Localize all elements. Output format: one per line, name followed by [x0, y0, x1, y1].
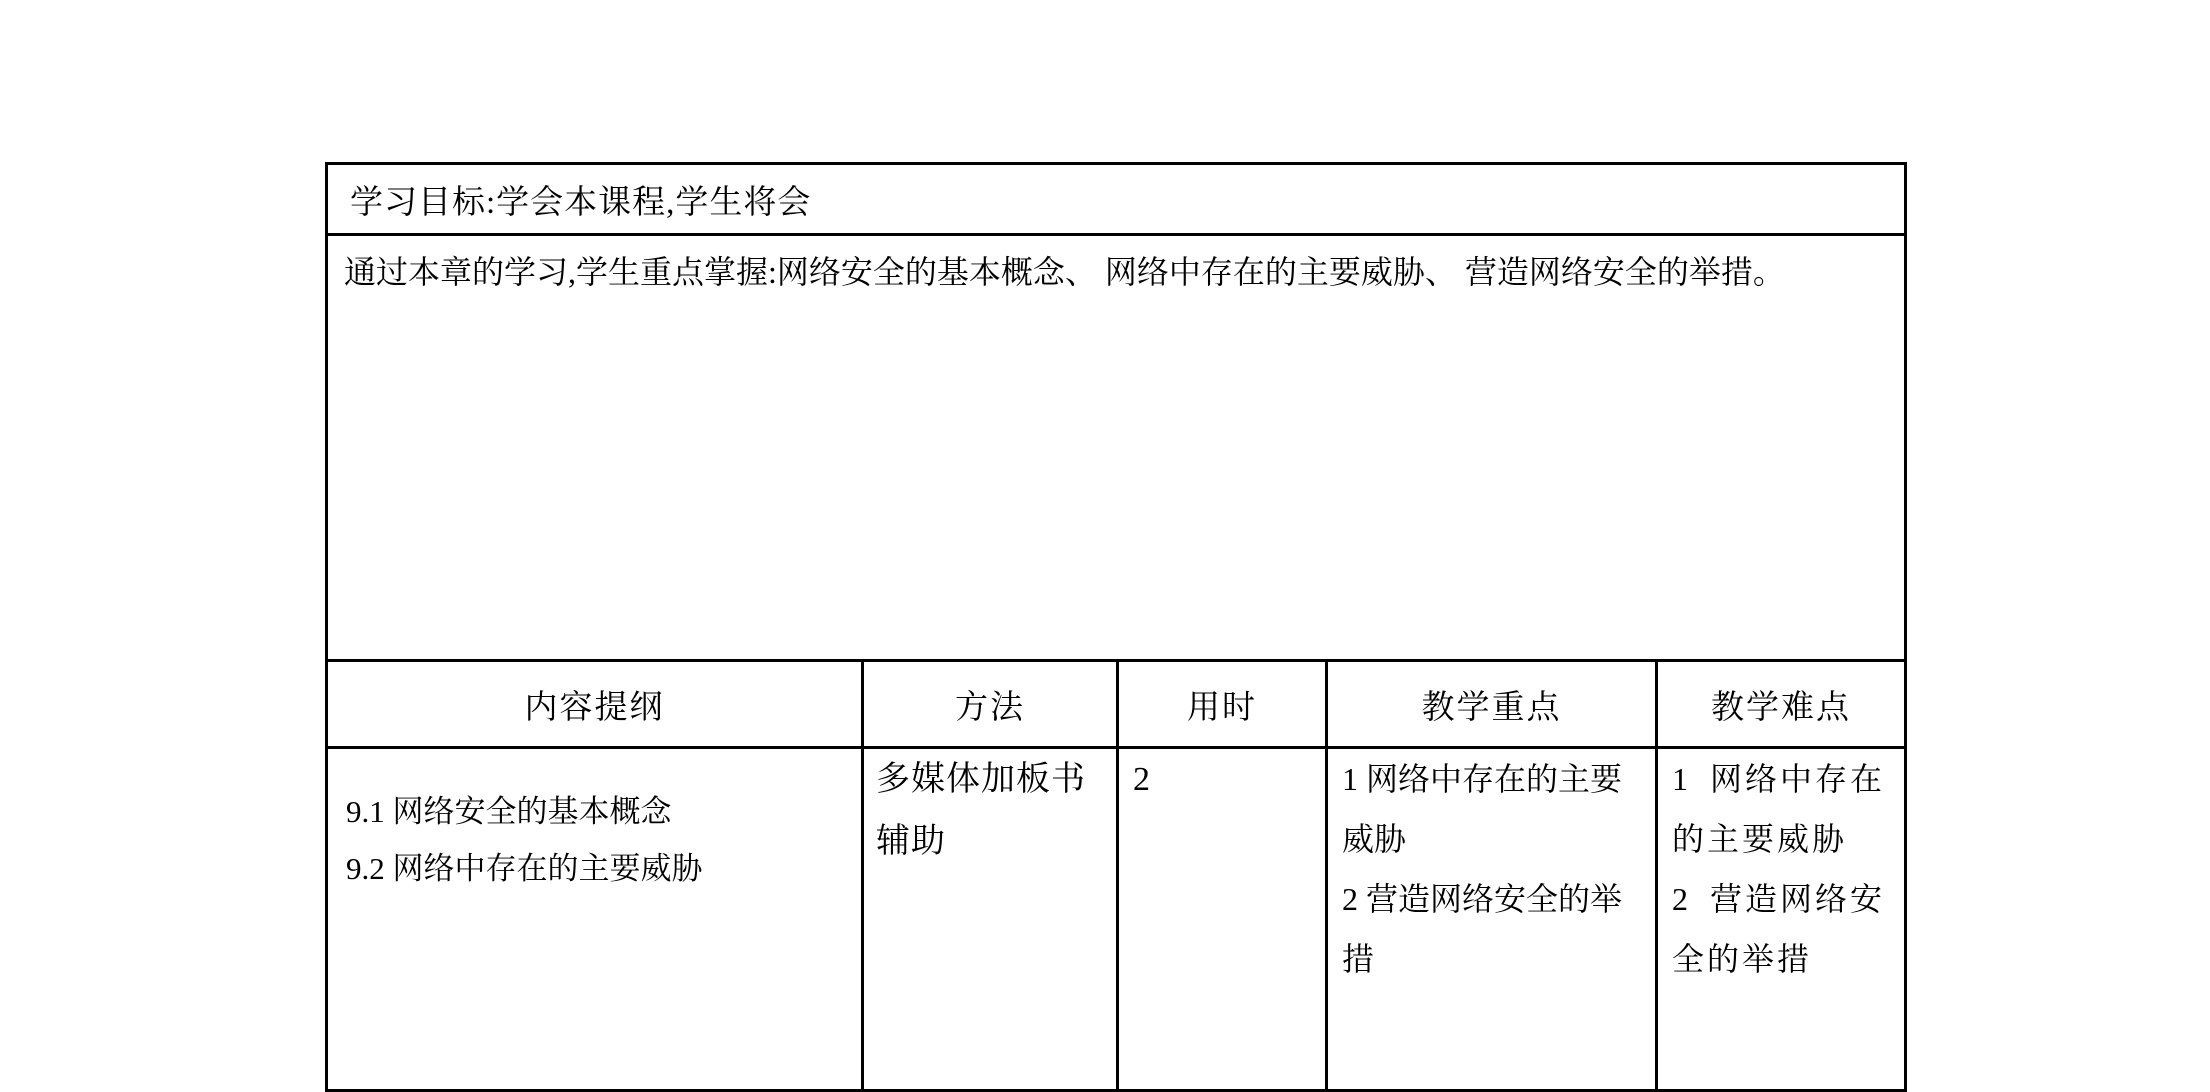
header-method: [864, 662, 1119, 746]
cell-key-points: [1328, 749, 1658, 1089]
cell-hours: [1119, 749, 1328, 1089]
header-difficulties-label: 教学难点: [1711, 689, 1851, 726]
difficulty-item: 1 网络中存在的主要威胁: [1672, 761, 1886, 857]
header-key-points: [1328, 662, 1658, 746]
header-difficulties: [1658, 662, 1904, 746]
outline-item: 9.2 网络中存在的主要威胁: [346, 851, 703, 886]
cell-method: [864, 749, 1119, 1089]
learning-objective-row: [328, 165, 1904, 236]
header-hours: [1119, 662, 1328, 746]
key-point-item: 2 营造网络安全的举措: [1342, 881, 1623, 977]
header-content-outline-label: 内容提纲: [524, 689, 665, 726]
difficulty-item: 2 营造网络安全的举措: [1672, 881, 1886, 977]
chapter-description-text: 通过本章的学习,学生重点掌握:网络安全的基本概念、 网络中存在的主要威胁、 营造网络安全的举措。: [344, 254, 1785, 290]
table-data-row: [328, 749, 1904, 1089]
table-header-row: [328, 662, 1904, 749]
header-content-outline: [328, 662, 864, 746]
outline-item: 9.1 网络安全的基本概念: [346, 794, 672, 829]
lesson-plan-table: [325, 162, 1907, 1092]
method-text: 多媒体加板书辅助: [876, 761, 1086, 860]
header-key-points-label: 教学重点: [1421, 689, 1562, 726]
chapter-description-row: [328, 236, 1904, 662]
cell-content-outline: [328, 749, 864, 1089]
key-point-item: 1 网络中存在的主要威胁: [1342, 761, 1623, 857]
header-hours-label: 用时: [1187, 689, 1257, 726]
cell-difficulties: [1658, 749, 1904, 1089]
learning-objective-text: 学习目标:学会本课程,学生将会: [350, 184, 812, 221]
hours-value: 2: [1133, 761, 1150, 798]
header-method-label: 方法: [955, 689, 1025, 726]
